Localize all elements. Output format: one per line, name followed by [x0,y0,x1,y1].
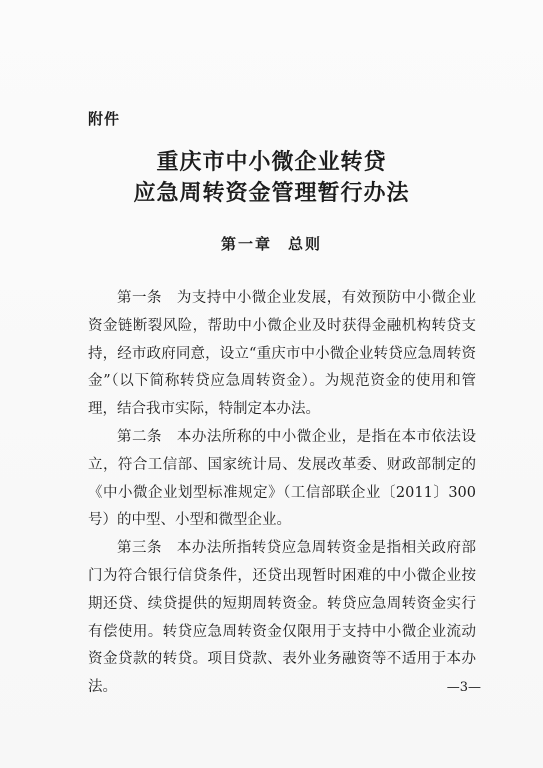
chapter-number: 第一章 [220,235,272,253]
document-title-line-1: 重庆市中小微企业转贷 [156,149,387,175]
attachment-label: 附件 [88,110,121,128]
article-1: 第一条 为支持中小微企业发展，有效预防中小微企业资金链断裂风险，帮助中小微企业及时获得金融机构转贷支持，经市政府同意，设立“重庆市中小微企业转贷应急周转资金”（以下简称转贷应急周转资金）。为规范资金的使用和管理，结合我市实际，特制定本办法。 [88,290,476,418]
document-title-line-2: 应急周转资金管理暂行办法 [133,180,410,206]
article-3: 第三条 本办法所指转贷应急周转资金是指相关政府部门为符合银行信贷条件，还贷出现暂时困难的中小微企业按期还贷、续贷提供的短期周转资金。转贷应急周转资金实行有偿使用。转贷应急周转资金仅限用于支持中小微企业流动资金贷款的转贷。项目贷款、表外业务融资等不适用于本办法。 [88,540,476,696]
chapter-name: 总则 [288,235,323,253]
article-2: 第二条 本办法所称的中小微企业，是指在本市依法设立，符合工信部、国家统计局、发展改革委、财政部制定的《中小微企业划型标准规定》（工信部联企业〔2011〕300 号）的中型、小型和微型企业。 [88,428,476,529]
document-body [88,285,476,702]
chapter-heading [0,233,543,254]
page-number: —3— [446,680,481,695]
